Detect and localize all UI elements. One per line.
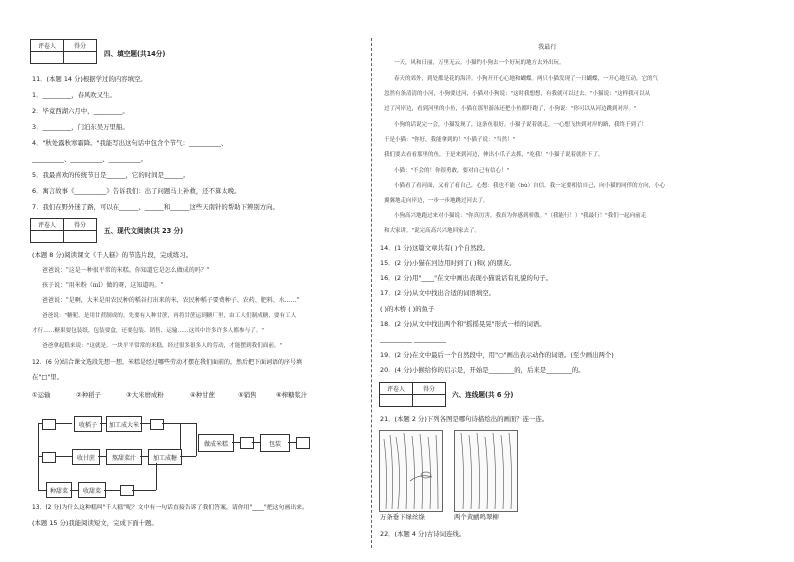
story-line-10: 翼翼地走向岸边，一步一步地跳过河去了。 bbox=[384, 198, 489, 204]
flow-box-5: 加工成糖 bbox=[148, 449, 182, 465]
flow-box-1: 收稻子 bbox=[74, 416, 102, 432]
passage-line-2: 孩子说："用米粉（mǐ）做的呀，这知道吗。" bbox=[42, 282, 164, 289]
grader-cell[interactable] bbox=[31, 52, 64, 64]
story-line-9: 小猫看了看河面，又看了看自己，心想：我也不能（bù）自信，我一定要相信自己，向小猫的同伴的方向，小心 bbox=[394, 183, 666, 189]
story-line-12: 和大家讲。"说完高高兴兴地回家去了。 bbox=[384, 228, 481, 234]
question-22: 22．(本题 4 分)古诗词连线。 bbox=[380, 530, 466, 538]
fill-line-6: 6．寓言故事《__________》告诉我们：出了问题马上补救，还不算太晚。 bbox=[32, 187, 241, 195]
question-18: 18．(2 分)从文中找出两个和"摇摇晃晃"形式一样的词语。 bbox=[380, 320, 546, 328]
question-21: 21．(本题 2 分)下列各图是哪句诗描绘出的画面？连一连。 bbox=[380, 415, 549, 423]
story-line-2: 春天的郊外，到处都是花的海洋。小狗开开心心地和蝴蝶。两只小猫发现了一只蝴蝶，一开心地互动，它的气 bbox=[394, 76, 659, 82]
question-12: 12．(6 分)结合课文选段先想一想，米糕是经过哪些劳动才摆在我们面前的，然后把下面词语的序号填 bbox=[32, 359, 303, 366]
fill-line-7: 7．我们在野外迷了路，可以在______、______和______这些天南针的帮助下辨别方向。 bbox=[32, 203, 279, 211]
passage-line-5: 才行……糖果要包装纸，包装要盒，还要包装、销售、运输……这其中许多许多人都参与了。" bbox=[32, 328, 264, 334]
question-16: 16．(2 分)用"____"在文中画出表现小猫说话有礼貌的句子。 bbox=[380, 274, 553, 282]
passage-line-1: 爸爸说："这是一种很平常的米糕。你知道它是怎么做成的吗？" bbox=[42, 267, 210, 274]
story-line-11: 小狗高兴地跑过来对小猫说："你真厉害，我真为你感到骄傲。"（我能行！）"我最行！"我们一起向前走 bbox=[394, 213, 647, 219]
option-2: ②种稻子 bbox=[76, 391, 101, 399]
flow-box-9: 收甜菜 bbox=[78, 482, 106, 498]
story-line-8: 小猫："不会的！你很勇敢，要对自己有信心！" bbox=[394, 168, 510, 174]
question-17-blanks: ( )的木桥 ( )的鱼子 bbox=[380, 305, 435, 313]
option-3: ③大米磨成粉 bbox=[126, 391, 164, 399]
story-line-1: 一天，风和日丽，万里无云。小猫约小狗去一个好玩的地方去外出玩。 bbox=[394, 60, 565, 66]
question-18-blanks: __________ __________ bbox=[380, 335, 446, 343]
blank-box-2[interactable] bbox=[150, 419, 164, 430]
question-11: 11．(本题 14 分)根据学过的内容填空。 bbox=[32, 75, 147, 83]
story-line-4: 过了河岸边，看到河里的小鱼，小猫在那里游泳还把小鱼都吓跑了，小狗说："你可以从河边跳到对岸。" bbox=[384, 106, 637, 112]
reading-intro: (本题 8 分)阅读课文《千人糕》的节选片段，完成练习。 bbox=[32, 251, 193, 259]
fill-line-3: 3．_________，门泊东吴万里船。 bbox=[32, 123, 129, 131]
flow-box-4: 熬甜菜汁 bbox=[106, 449, 142, 465]
passage-line-6: 爸爸拿起糕来说："这就是。一块平平常常的米糕，经过很多很多人的劳动，才能摆到我们面前。" bbox=[42, 343, 283, 349]
score-cell[interactable] bbox=[64, 52, 97, 64]
story-line-6: 于是小猫："你好，我能拿到的！"小猫子说："当然！" bbox=[384, 137, 516, 143]
section5-title: 五、现代文阅读(共 23 分) bbox=[104, 227, 184, 235]
question-13b: (本题 15 分)我能阅读短文，完成下面十题。 bbox=[32, 519, 158, 527]
score-table-section5 bbox=[30, 218, 97, 243]
story-line-5: 小狗的话说完一会，小猫发现了，这条鱼很好。小猫子说着就走，一心想飞快到对岸的路，我终于到了！ bbox=[394, 122, 648, 128]
column-divider bbox=[371, 38, 372, 548]
willow-illustration-1 bbox=[379, 430, 443, 512]
grader-label: 评卷人 bbox=[31, 40, 64, 52]
fill-line-4: 4．"秋处露秋寒霜降。"我能写出这句话中包含个节气：__________、 bbox=[32, 139, 228, 147]
question-13: 13．(2 分)为什么这种糕叫"千人糕"呢？文中有一句话直接告诉了我们答案，请你用"____"把这句画出来。 bbox=[32, 505, 308, 511]
option-5: ⑤销售 bbox=[238, 391, 257, 399]
passage-line-4: 爸爸说："糖呢，是用甘蔗制成的。先要有人种甘蔗，再将甘蔗运到糖厂里，由工人们制成糖，要有工人 bbox=[42, 313, 297, 319]
option-4: ④种甘蔗 bbox=[190, 391, 215, 399]
flow-box-2: 加工成大米 bbox=[106, 416, 142, 432]
option-6: ⑥榨糖浆汁 bbox=[276, 391, 308, 399]
question-17: 17．(2 分)从文中找出合适的词语填空。 bbox=[380, 289, 496, 297]
question-19: 19．(2 分)在文中最后一个自然段中，用"○"画出表示动作的词语。(至少画出两个) bbox=[380, 351, 614, 359]
score-table-section4 bbox=[30, 39, 97, 64]
story-line-3: 忽然有条清清的小河，小狗要过河，小猫对小狗说："这时我想想，有我就可以过去。"小猫说："这样我可以从 bbox=[384, 91, 651, 97]
section4-title: 四、填空题(共14分) bbox=[104, 50, 166, 58]
fill-line-2: 2．毕竟西湖六月中，_________。 bbox=[32, 107, 129, 115]
flow-box-8: 种甜菜 bbox=[46, 482, 72, 498]
score-cell[interactable] bbox=[64, 231, 97, 243]
fill-line-5: 5．我最喜欢的传统节日是______，它的时间是______。 bbox=[32, 171, 190, 179]
score-cell[interactable] bbox=[413, 395, 446, 407]
flow-box-6: 做成米糕 bbox=[198, 434, 234, 452]
caption-2: 两个黄鹂鸣翠柳 bbox=[454, 513, 499, 521]
blank-box-5[interactable] bbox=[296, 437, 310, 449]
option-1: ①运输 bbox=[32, 391, 51, 399]
score-label: 得分 bbox=[413, 383, 446, 395]
flow-box-7: 包装 bbox=[260, 434, 290, 452]
blank-box-3[interactable] bbox=[42, 452, 56, 463]
blank-box-4[interactable] bbox=[240, 437, 254, 449]
question-12b: 在"□"里。 bbox=[32, 373, 64, 381]
flow-box-3: 收甘蔗 bbox=[72, 449, 100, 465]
grader-cell[interactable] bbox=[380, 395, 413, 407]
caption-1: 万条垂下绿丝绦 bbox=[380, 513, 425, 521]
question-20: 20．(4 分)小猴给你的启示是，开始是________的，后来是________的。 bbox=[380, 366, 585, 374]
grader-cell[interactable] bbox=[31, 231, 64, 243]
grader-label: 评卷人 bbox=[31, 219, 64, 231]
section6-title: 六、连线题(共 6 分) bbox=[452, 391, 514, 399]
question-14: 14．(1 分)这篇文章共有( )个自然段。 bbox=[380, 244, 490, 252]
blank-box-1[interactable] bbox=[42, 419, 56, 430]
score-table-section6 bbox=[379, 382, 446, 407]
fill-line-1: 1．_________，春风吹又生。 bbox=[32, 91, 116, 99]
passage-line-3: 爸爸说："是啊，大米是用农民种的稻谷打出来的米，农民种稻子要费种子、农药、肥料、水……" bbox=[42, 297, 300, 304]
story-line-7: 我们要去看看那里的鱼，于是来到河边，伸出小爪子去抓，"吃我！"小猫子说着就扑下了。 bbox=[384, 152, 604, 158]
question-15: 15．(2 分)小猫在河边用时到了( )和( )的朋友。 bbox=[380, 259, 516, 267]
grader-label: 评卷人 bbox=[380, 383, 413, 395]
score-label: 得分 bbox=[64, 40, 97, 52]
score-label: 得分 bbox=[64, 219, 97, 231]
story-title: 我最行 bbox=[538, 44, 557, 51]
fill-line-4b: __________、__________、__________。 bbox=[32, 155, 148, 163]
willow-illustration-2 bbox=[454, 430, 518, 512]
